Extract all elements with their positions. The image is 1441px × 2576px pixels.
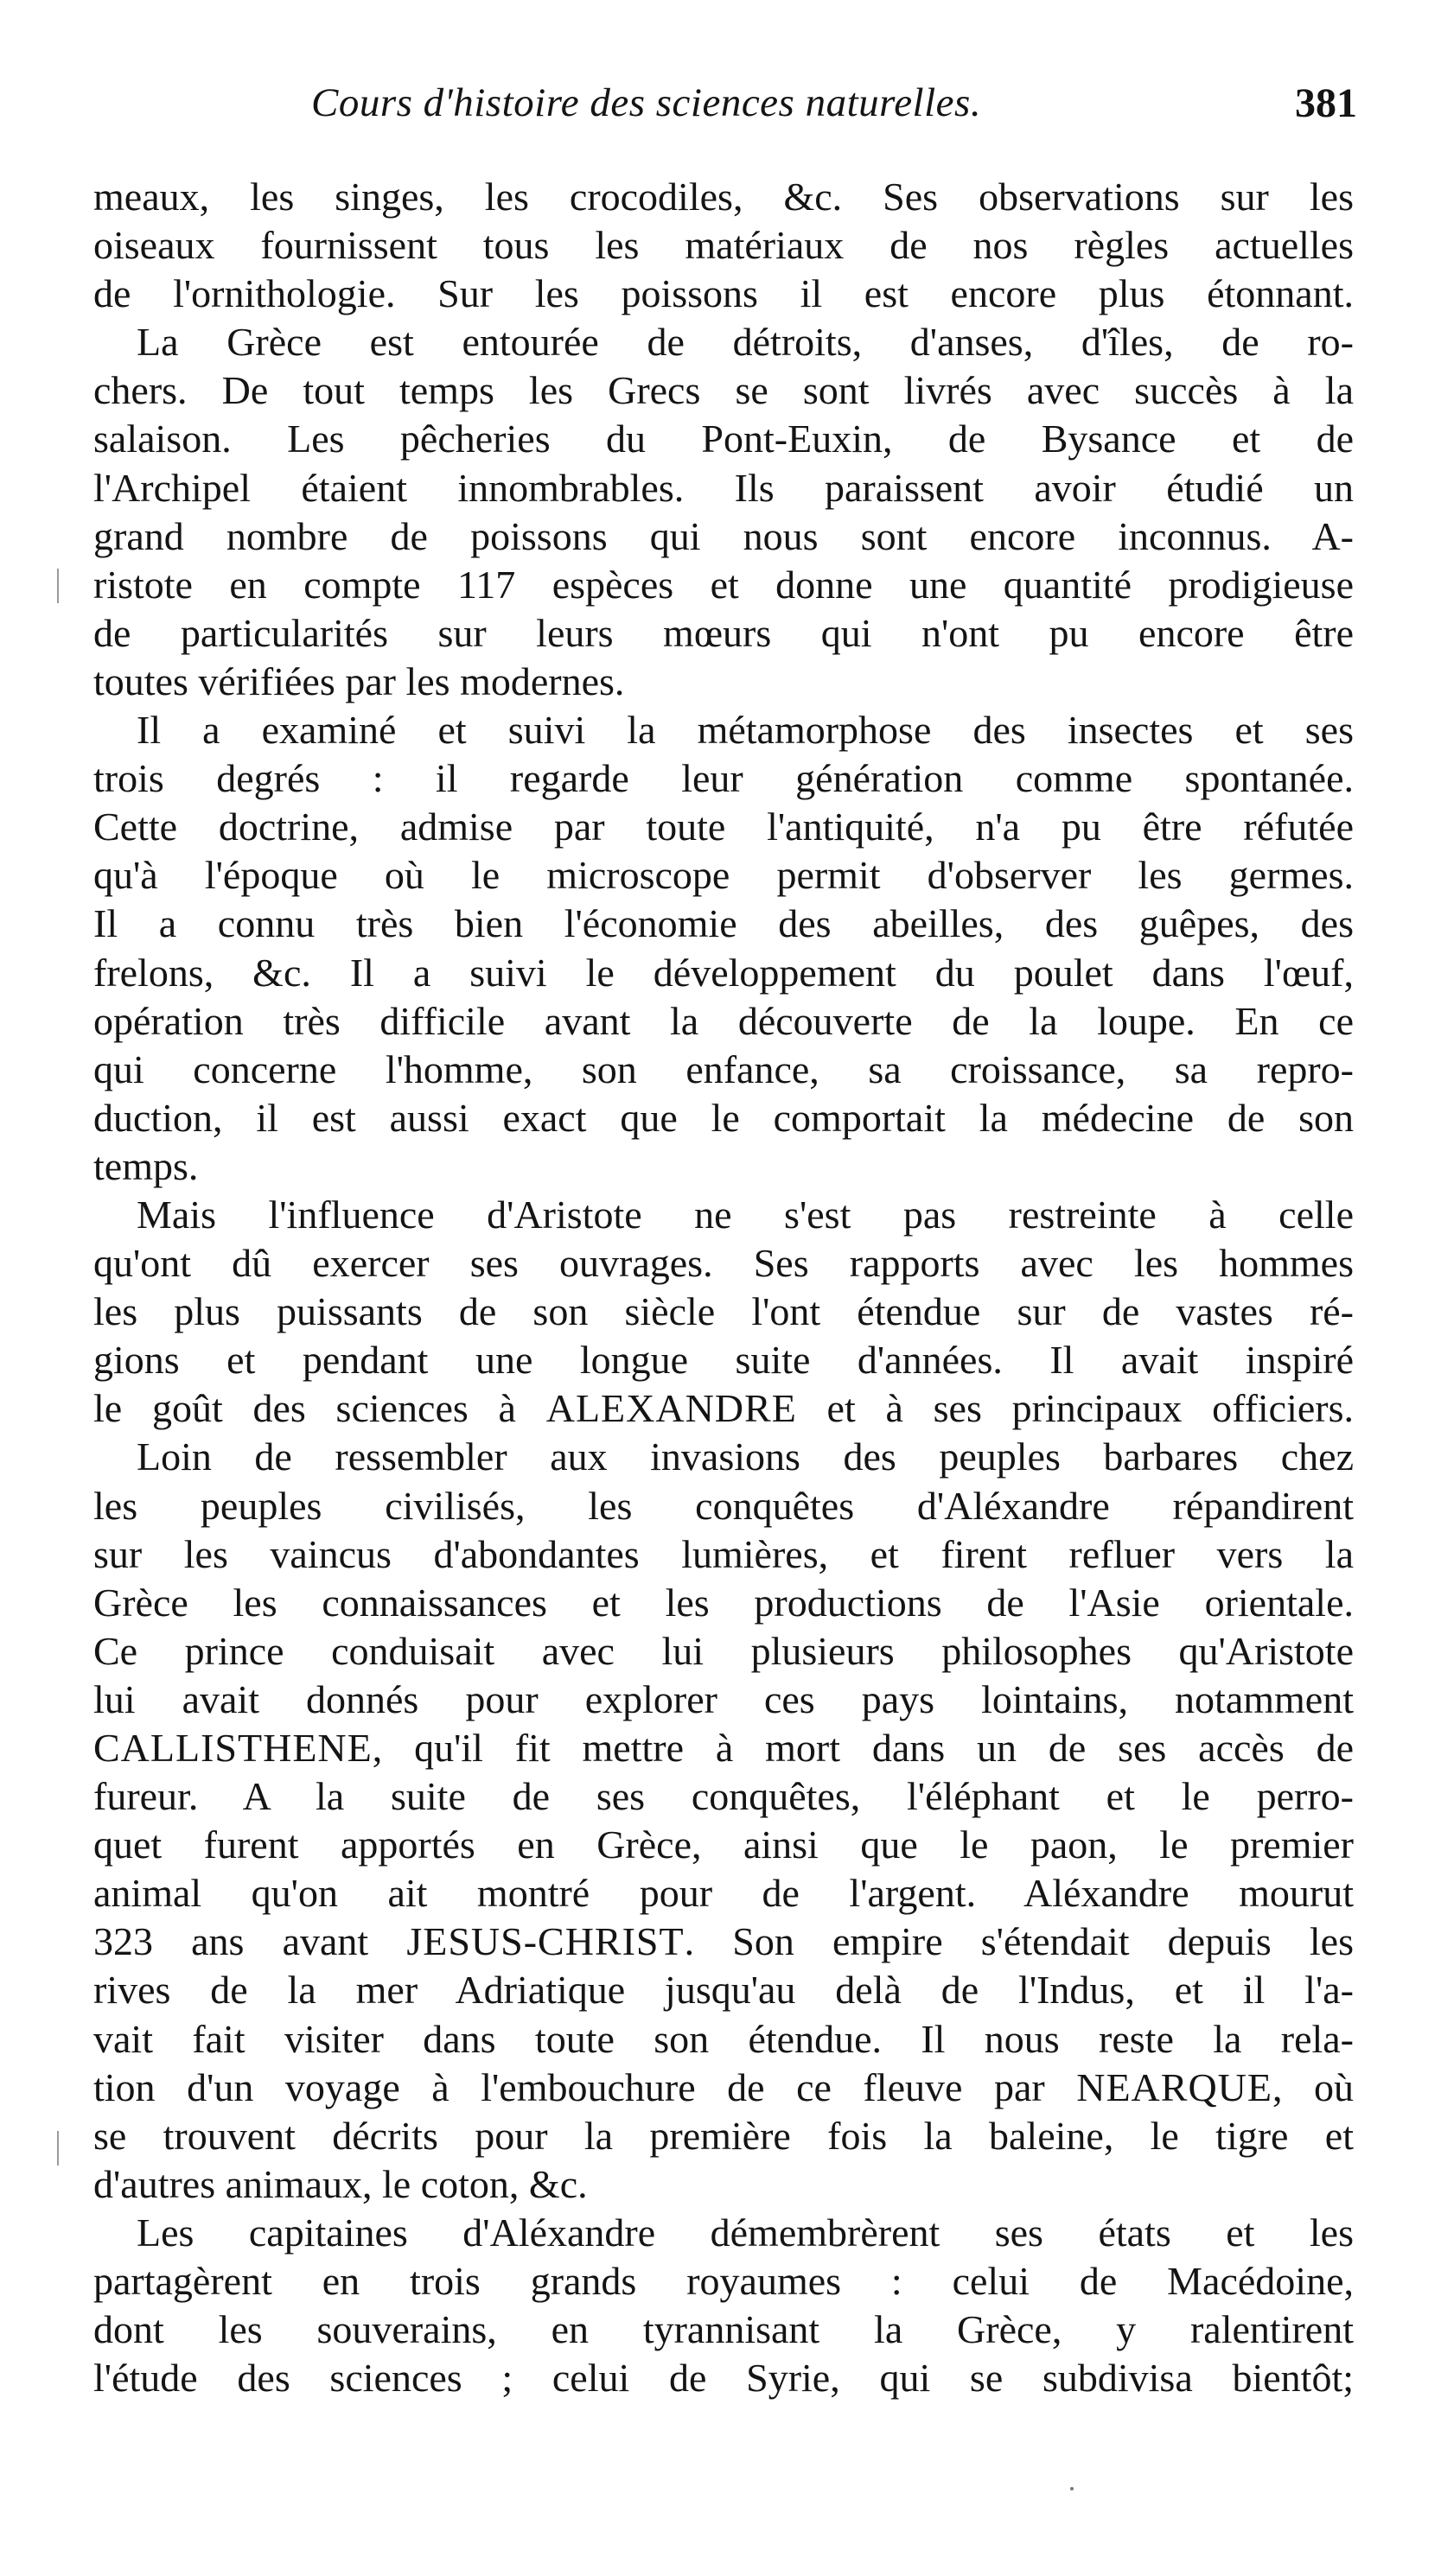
- text-line: toutes vérifiées par les modernes.: [93, 658, 625, 703]
- text-line: se trouvent décrits pour la première fois la baleine, le tigre et: [93, 2113, 1354, 2158]
- text-line: fureur. A la suite de ses conquêtes, l'éléphant et le perro-: [93, 1774, 1354, 1819]
- text-line: frelons, &c. Il a suivi le développement du poulet dans l'œuf,: [93, 950, 1354, 995]
- text-line: ristote en compte 117 espèces et donne une quantité prodigieuse: [93, 562, 1354, 607]
- text-line: [93, 2064, 1354, 2112]
- margin-mark: [57, 2131, 59, 2166]
- text-line: animal qu'on ait montré pour de l'argent. Aléxandre mourut: [93, 1871, 1354, 1916]
- text-line: Cette doctrine, admise par toute l'antiquité, n'a pu être réfutée: [93, 805, 1354, 849]
- text-line: qu'à l'époque où le microscope permit d'observer les germes.: [93, 853, 1354, 898]
- text-line: partagèrent en trois grands royaumes : celui de Macédoine,: [93, 2259, 1354, 2304]
- ink-speck: [1070, 2487, 1074, 2490]
- text-line: gions et pendant une longue suite d'années. Il avait inspiré: [93, 1338, 1354, 1383]
- text-line: les plus puissants de son siècle l'ont étendue sur de vastes ré-: [93, 1289, 1354, 1334]
- text-segment: . Son empire s'étendait depuis les: [684, 1919, 1354, 1964]
- text-line: qui concerne l'homme, son enfance, sa croissance, sa repro-: [93, 1046, 1354, 1091]
- text-line: Loin de ressembler aux invasions des peuples barbares chez: [137, 1434, 1354, 1479]
- text-line: l'Archipel étaient innombrables. Ils paraissent avoir étudié un: [93, 465, 1354, 510]
- text-line: de particularités sur leurs mœurs qui n'ont pu encore être: [93, 610, 1354, 655]
- running-head: [95, 80, 1357, 140]
- person-name: JESUS-CHRIST: [406, 1919, 685, 1964]
- text-line: [93, 1918, 1354, 1966]
- text-line: l'étude des sciences ; celui de Syrie, qui se subdivisa bientôt;: [93, 2356, 1354, 2401]
- text-line: chers. De tout temps les Grecs se sont livrés avec succès à la: [93, 368, 1354, 413]
- text-line: vait fait visiter dans toute son étendue. Il nous reste la rela-: [93, 2016, 1354, 2061]
- text-line: Ce prince conduisait avec lui plusieurs philosophes qu'Aristote: [93, 1628, 1354, 1673]
- text-line: grand nombre de poissons qui nous sont encore inconnus. A-: [93, 513, 1354, 558]
- text-line: sur les vaincus d'abondantes lumières, et firent refluer vers la: [93, 1531, 1354, 1576]
- text-line: Mais l'influence d'Aristote ne s'est pas restreinte à celle: [137, 1192, 1354, 1237]
- text-line: lui avait donnés pour explorer ces pays lointains, notamment: [93, 1676, 1354, 1721]
- text-segment: , où: [1272, 2064, 1355, 2109]
- text-segment: 323 ans avant: [93, 1919, 407, 1964]
- page-number: 381: [1295, 80, 1357, 126]
- text-line: Il a connu très bien l'économie des abeilles, des guêpes, des: [93, 901, 1354, 946]
- text-line: temps.: [93, 1143, 199, 1188]
- text-line: Les capitaines d'Aléxandre démembrèrent ses états et les: [137, 2210, 1354, 2255]
- text-line: quet furent apportés en Grèce, ainsi que le paon, le premier: [93, 1822, 1354, 1867]
- text-line: meaux, les singes, les crocodiles, &c. Ses observations sur les: [93, 175, 1354, 219]
- text-line: [93, 1724, 1354, 1772]
- text-segment: tion d'un voyage à l'embouchure de ce fleuve par: [93, 2064, 1077, 2109]
- text-segment: le goût des sciences à: [93, 1386, 546, 1431]
- text-line: dont les souverains, en tyrannisant la Grèce, y ralentirent: [93, 2307, 1354, 2352]
- person-name: CALLISTHENE: [93, 1726, 373, 1770]
- text-line: [93, 1384, 1354, 1433]
- text-segment: et à ses principaux officiers.: [796, 1386, 1355, 1431]
- text-segment: , qu'il fit mettre à mort dans un de ses accès de: [372, 1726, 1354, 1770]
- text-line: trois degrés : il regarde leur génération comme spontanée.: [93, 756, 1354, 801]
- text-line: La Grèce est entourée de détroits, d'anses, d'îles, de ro-: [137, 320, 1354, 365]
- text-line: de l'ornithologie. Sur les poissons il est encore plus étonnant.: [93, 271, 1354, 316]
- text-line: qu'ont dû exercer ses ouvrages. Ses rapports avec les hommes: [93, 1241, 1354, 1286]
- text-line: les peuples civilisés, les conquêtes d'Aléxandre répandirent: [93, 1483, 1354, 1528]
- text-line: salaison. Les pêcheries du Pont-Euxin, de Bysance et de: [93, 417, 1354, 461]
- text-line: d'autres animaux, le coton, &c.: [93, 2161, 588, 2206]
- text-line: oiseaux fournissent tous les matériaux de nos règles actuelles: [93, 223, 1354, 268]
- margin-mark: [57, 569, 59, 603]
- text-line: rives de la mer Adriatique jusqu'au delà de l'Indus, et il l'a-: [93, 1968, 1354, 2013]
- text-line: opération très difficile avant la découverte de la loupe. En ce: [93, 998, 1354, 1043]
- person-name: ALEXANDRE: [545, 1386, 797, 1431]
- text-line: duction, il est aussi exact que le comportait la médecine de son: [93, 1095, 1354, 1140]
- body-text: [93, 173, 1354, 2402]
- person-name: NEARQUE: [1076, 2064, 1272, 2109]
- running-title: Cours d'histoire des sciences naturelles.: [311, 80, 982, 125]
- text-line: Il a examiné et suivi la métamorphose des insectes et ses: [137, 708, 1354, 753]
- text-line: Grèce les connaissances et les productions de l'Asie orientale.: [93, 1580, 1354, 1625]
